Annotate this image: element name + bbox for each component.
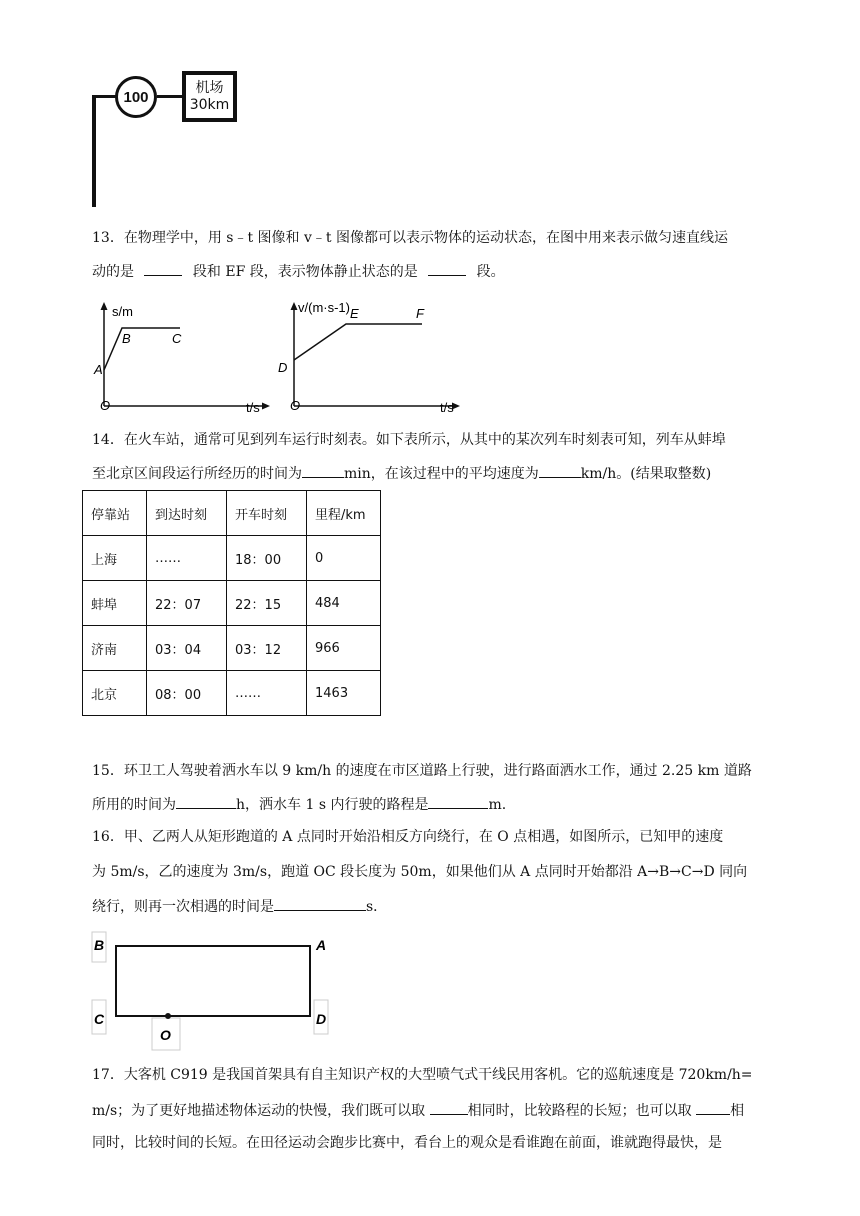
vt-graph	[276, 294, 466, 416]
table-header: 里程/km	[307, 491, 381, 536]
q14-blank-1[interactable]	[302, 463, 344, 478]
track-figure	[88, 928, 348, 1054]
speed-limit-sign: 100	[115, 76, 157, 118]
vt-y-arrow	[291, 302, 298, 310]
table-cell: ……	[227, 671, 307, 716]
st-point-b: B	[122, 331, 131, 346]
q15-line-1: 15．环卫工人驾驶着洒水车以 9 km/h 的速度在市区道路上行驶，进行路面洒水工作，通过 2.25 km 道路	[92, 763, 752, 779]
st-origin: O	[100, 398, 111, 413]
q16-line-1: 16．甲、乙两人从矩形跑道的 A 点同时开始沿相反方向绕行，在 O 点相遇，如图所示，已知甲的速度	[92, 829, 724, 845]
table-header-row	[83, 491, 381, 536]
distance-label: 30km	[189, 96, 230, 113]
q15-text-a: 所用的时间为	[92, 797, 176, 813]
track-label-a: A	[316, 937, 327, 953]
q13-blank-2[interactable]	[428, 261, 466, 276]
vt-point-e: E	[350, 306, 359, 321]
meeting-point-o	[165, 1013, 171, 1019]
q16-line-3	[92, 896, 782, 917]
q15-text-c: m.	[488, 797, 507, 813]
table-row	[83, 536, 381, 581]
table-cell: 北京	[83, 671, 147, 716]
q17-line-2	[92, 1100, 782, 1121]
st-graph	[88, 298, 278, 416]
st-point-c: C	[172, 331, 182, 346]
table-cell: 济南	[83, 626, 147, 671]
table-cell: 蚌埠	[83, 581, 147, 626]
q14-text-b: min，在该过程中的平均速度为	[344, 466, 539, 482]
q17-text-a: m/s；为了更好地描述物体运动的快慢，我们既可以取	[92, 1103, 426, 1119]
sign-arm	[92, 95, 116, 98]
track-label-c: C	[94, 1011, 105, 1027]
q15-blank-2[interactable]	[428, 794, 488, 809]
table-row	[83, 581, 381, 626]
track-label-d: D	[316, 1011, 327, 1027]
vt-curve	[294, 324, 422, 360]
table-cell: 1463	[307, 671, 381, 716]
rectangular-track	[116, 946, 310, 1016]
table-row	[83, 626, 381, 671]
q13-blank-1[interactable]	[144, 261, 182, 276]
q13-line-2	[92, 261, 782, 282]
table-header: 停靠站	[83, 491, 147, 536]
vt-origin: O	[290, 398, 301, 413]
vt-x-label: t/s	[440, 400, 454, 415]
table-cell: 上海	[83, 536, 147, 581]
table-cell: 966	[307, 626, 381, 671]
q16-text-a: 绕行，则再一次相遇的时间是	[92, 899, 274, 915]
table-cell: ……	[147, 536, 227, 581]
vt-point-d: D	[278, 360, 288, 375]
q13-text-c: 段。	[476, 264, 505, 280]
q13-text-b: 段和 EF 段，表示物体静止状态的是	[192, 264, 418, 280]
q14-text-c: km/h。(结果取整数)	[580, 466, 712, 482]
st-x-label: t/s	[246, 400, 260, 415]
q15-text-b: h，洒水车 1 s 内行驶的路程是	[236, 797, 429, 813]
q14-blank-2[interactable]	[539, 463, 581, 478]
st-point-a: A	[94, 362, 103, 377]
vt-point-f: F	[416, 306, 424, 321]
q15-line-2	[92, 794, 782, 815]
q15-blank-1[interactable]	[176, 794, 236, 809]
st-y-arrow	[101, 302, 108, 310]
train-timetable	[82, 490, 381, 716]
q14-line-2	[92, 463, 782, 484]
track-label-o: O	[160, 1027, 171, 1043]
q16-line-2: 为 5m/s，乙的速度为 3m/s，跑道 OC 段长度为 50m，如果他们从 A 点同时开始都沿 A→B→C→D 同向	[92, 864, 748, 880]
table-cell: 18：00	[227, 536, 307, 581]
q14-line-1: 14．在火车站，通常可见到列车运行时刻表。如下表所示，从其中的某次列车时刻表可知，列车从蚌埠	[92, 432, 726, 448]
q17-blank-2[interactable]	[696, 1100, 730, 1115]
q17-blank-1[interactable]	[430, 1100, 468, 1115]
q14-text-a: 至北京区间段运行所经历的时间为	[92, 466, 302, 482]
st-curve	[104, 328, 180, 370]
q16-blank-1[interactable]	[274, 896, 366, 911]
track-label-b: B	[94, 937, 105, 953]
q17-text-b: 相同时，比较路程的长短；也可以取	[467, 1103, 692, 1119]
table-cell: 08：00	[147, 671, 227, 716]
table-header: 开车时刻	[227, 491, 307, 536]
table-cell: 03：12	[227, 626, 307, 671]
sign-pole	[92, 95, 96, 207]
q17-line-1: 17．大客机 C919 是我国首架具有自主知识产权的大型喷气式干线民用客机。它的巡航速度是 720km/h=	[92, 1067, 753, 1083]
sign-connector	[157, 95, 183, 98]
q16-text-b: s．	[366, 899, 388, 915]
st-x-arrow	[262, 403, 270, 410]
st-y-label: s/m	[112, 304, 133, 319]
q13-line-1: 13．在物理学中，用 s﹣t 图像和 v﹣t 图像都可以表示物体的运动状态，在图中用来表示做匀速直线运	[92, 230, 728, 246]
table-cell: 22：15	[227, 581, 307, 626]
vt-y-label: v/(m·s-1)	[298, 300, 350, 315]
table-cell: 484	[307, 581, 381, 626]
q17-line-3: 同时，比较时间的长短。在田径运动会跑步比赛中，看台上的观众是看谁跑在前面，谁就跑得最快，是	[92, 1135, 722, 1151]
q17-text-c: 相	[730, 1103, 745, 1119]
q13-text-a: 动的是	[92, 264, 134, 280]
table-cell: 0	[307, 536, 381, 581]
table-row	[83, 671, 381, 716]
distance-sign	[182, 71, 237, 122]
table-cell: 03：04	[147, 626, 227, 671]
table-cell: 22：07	[147, 581, 227, 626]
destination-label: 机场	[195, 79, 224, 96]
table-header: 到达时刻	[147, 491, 227, 536]
